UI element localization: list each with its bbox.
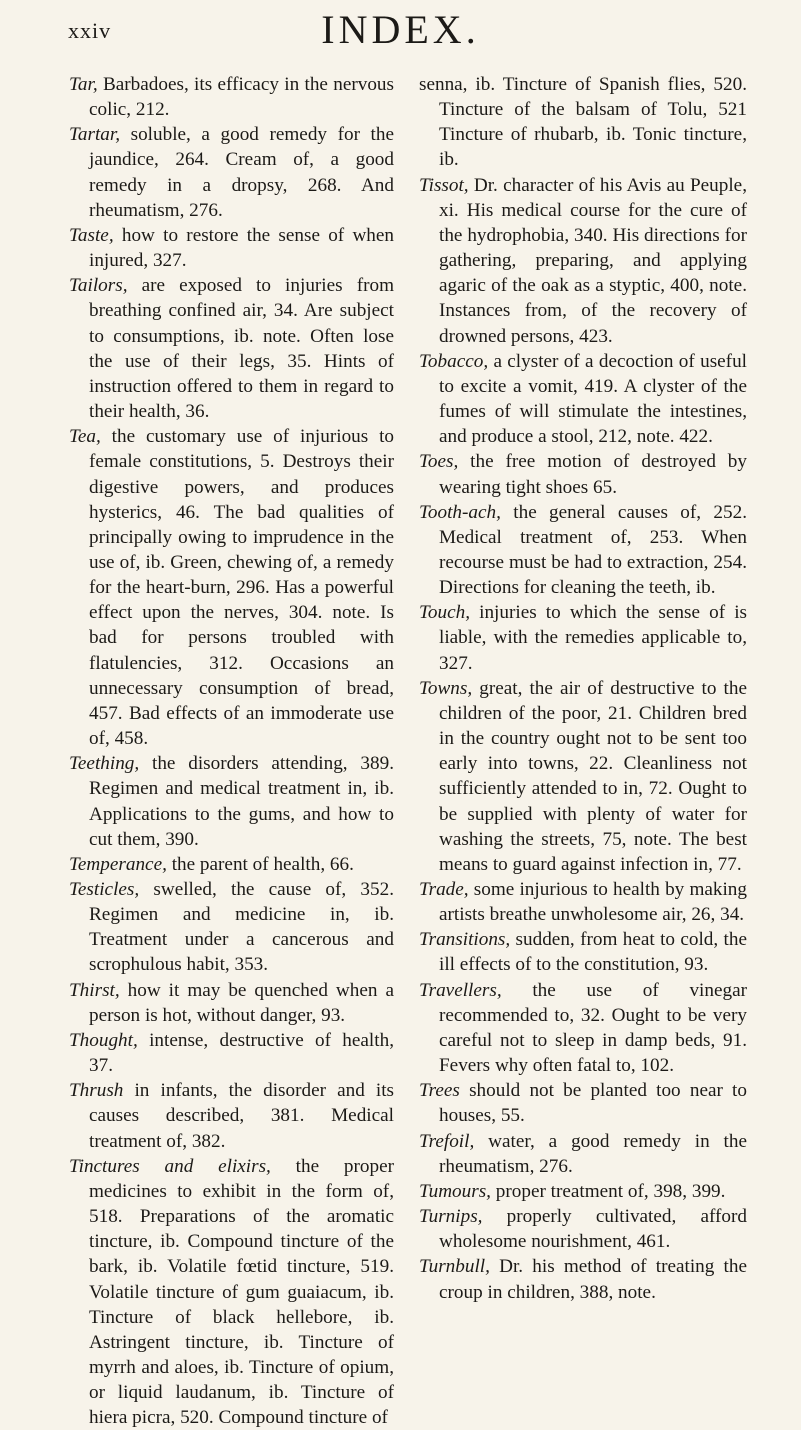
index-entry-text: Dr. character of his Avis au Peuple, xi. His medical course for the cure of the hydrophobia, 340. His directions for gathering, preparing, and applying agaric of the oak as a styptic, 400, note. Instances from, of the recovery of drowned persons, 423. [439, 174, 747, 347]
index-entry [419, 1078, 747, 1128]
index-entry-heading: Trade, [419, 879, 469, 900]
index-entry [69, 978, 394, 1028]
index-entry [419, 1254, 747, 1304]
index-entry [69, 223, 394, 273]
index-entry [419, 676, 747, 877]
index-entry-heading: Tailors, [69, 275, 128, 297]
index-entry [69, 273, 394, 424]
index-entry-text: senna, ib. Tincture of Spanish flies, 520. Tincture of the balsam of Tolu, 521 Tincture of rhubarb, ib. Tonic tincture, ib. [419, 74, 747, 171]
index-entry-heading: Tar, [69, 74, 98, 95]
index-entry-heading: Testicles, [69, 879, 140, 900]
index-entry-text: a clyster of a decoction of useful to excite a vomit, 419. A clyster of the fumes of will stimulate the intestines, and produce a stool, 212, note. 422. [439, 350, 747, 448]
index-entry-heading: Travellers, [419, 979, 502, 1001]
index-entry-heading: Teething, [69, 753, 140, 775]
index-entry-heading: Tumours, [419, 1180, 491, 1202]
index-entry-text: in infants, the disorder and its causes described, 381. Medical treatment of, 382. [89, 1080, 394, 1152]
index-entry [69, 877, 394, 978]
index-entry-text: how it may be quenched when a person is hot, without danger, 93. [89, 979, 394, 1026]
index-entry [419, 1179, 747, 1204]
index-entry-text: the use of vinegar recommended to, 32. Ought to be very careful not to sleep in damp beds, 91. Fevers why often fatal to, 102. [439, 979, 747, 1077]
index-entry [69, 122, 394, 223]
index-column-right [419, 72, 747, 1305]
index-entry [69, 424, 394, 751]
index-entry-heading: Thought, [69, 1029, 138, 1051]
index-entry-text: the parent of health, 66. [166, 853, 354, 875]
index-entry [419, 927, 747, 977]
index-entry-heading: Transitions, [419, 929, 511, 951]
index-entry-text: the general causes of, 252. Medical treatment of, 253. When recourse must be had to extraction, 254. Directions for cleaning the teeth, ib. [439, 501, 747, 599]
index-entry-text: are exposed to injuries from breathing confined air, 34. Are subject to consumptions, ib. note. Often lose the use of their legs, 35. Hints of instruction offered to them in regard to their health, 36. [89, 275, 394, 423]
index-entry [69, 72, 394, 122]
index-entry [419, 1129, 747, 1179]
index-entry-text: the proper medicines to exhibit in the form of, 518. Preparations of the aromatic tincture, ib. Compound tincture of the bark, ib. Volatile fœtid tincture, 519. Volatile tincture of gum guaiacum, ib. Tincture of black hellebore, ib. Astringent tincture, ib. Tincture of myrrh and aloes, ib. Tincture of opium, or liquid laudanum, ib. Tincture of hiera picra, 520. Compound tincture of [89, 1155, 394, 1429]
index-entry [419, 349, 747, 450]
index-entry-heading: Trees [419, 1080, 460, 1102]
index-entry-text: proper treatment of, 398, 399. [490, 1180, 726, 1202]
index-entry-heading: Tooth-ach, [419, 501, 501, 523]
index-entry-text: injuries to which the sense of is liable, with the remedies applicable to, 327. [439, 602, 747, 674]
index-entry-heading: Taste, [69, 224, 114, 246]
index-entry-text: sudden, from heat to cold, the ill effects of to the constitution, 93. [439, 929, 747, 976]
index-entry-text: Barbadoes, its efficacy in the nervous colic, 212. [89, 74, 394, 121]
index-entry-heading: Turnbull, [419, 1256, 490, 1278]
index-entry-heading: Tissot, [419, 174, 469, 196]
index-entry-heading: Trefoil, [419, 1130, 475, 1152]
index-entry [419, 72, 747, 173]
index-entry [419, 1204, 747, 1254]
page-header [0, 8, 801, 58]
index-entry [419, 600, 747, 675]
index-entry [419, 449, 747, 499]
index-entry [419, 500, 747, 601]
index-entry-text: the customary use of injurious to female constitutions, 5. Destroys their digestive powers, and produces hysterics, 46. The bad qualities of principally owing to imprudence in the use of, ib. Green, chewing of, a remedy for the heart-burn, 296. Has a powerful effect upon the nerves, 304. note. Is bad for persons troubled with flatulencies, 312. Occasions an unnecessary consumption of bread, 457. Bad effects of an immoderate use of, 458. [89, 426, 394, 750]
index-entry-text: swelled, the cause of, 352. Regimen and medicine in, ib. Treatment under a cancerous and scrophulous habit, 353. [89, 879, 394, 976]
index-column-left [69, 72, 394, 1430]
index-entry [69, 751, 394, 852]
page-number: xxiv [68, 18, 112, 43]
index-entry-heading: Toes, [419, 451, 459, 473]
index-entry [69, 1028, 394, 1078]
index-entry [419, 978, 747, 1079]
index-entry-heading: Thrush [69, 1080, 124, 1102]
index-entry-heading: Tobacco, [419, 350, 489, 372]
index-entry-heading: Tartar, [69, 124, 121, 146]
index-entry-text: the disorders attending, 389. Regimen and medical treatment in, ib. Applications to the gums, and how to cut them, 390. [89, 753, 394, 850]
index-entry [419, 877, 747, 927]
index-entry-text: soluble, a good remedy for the jaundice, 264. Cream of, a good remedy in a dropsy, 268. And rheumatism, 276. [89, 124, 394, 221]
index-entry-text: water, a good remedy in the rheumatism, 276. [439, 1130, 747, 1177]
index-entry-heading: Tinctures and elixirs, [69, 1155, 271, 1177]
index-entry-heading: Temperance, [69, 853, 167, 875]
index-entry [69, 1078, 394, 1153]
index-entry [419, 173, 747, 349]
index-entry-heading: Towns, [419, 677, 473, 699]
index-entry-text: some injurious to health by making artists breathe unwholesome air, 26, 34. [439, 879, 747, 926]
index-entry-text: should not be planted too near to houses, 55. [439, 1080, 747, 1127]
index-entry-heading: Tea, [69, 426, 101, 448]
running-title: INDEX. [321, 7, 480, 52]
index-entry [69, 852, 394, 877]
index-entry-heading: Thirst, [69, 979, 120, 1001]
index-entry-text: great, the air of destructive to the children of the poor, 21. Children bred in the country ought not to be sent too early into towns, 22. Cleanliness not sufficiently attended to in, 72. Ought to be supplied with plenty of water for washing the streets, 75, note. The best means to guard against infection in, 77. [439, 677, 747, 875]
index-entry-heading: Turnips, [419, 1206, 483, 1228]
index-entry-heading: Touch, [419, 602, 471, 624]
index-entry-text: how to restore the sense of when injured, 327. [89, 224, 394, 272]
index-entry-text: intense, destructive of health, 37. [89, 1029, 394, 1077]
index-entry-text: Dr. his method of treating the croup in children, 388, note. [439, 1256, 747, 1303]
index-entry-text: properly cultivated, afford wholesome nourishment, 461. [439, 1206, 747, 1253]
index-entry-text: the free motion of destroyed by wearing tight shoes 65. [439, 451, 747, 498]
